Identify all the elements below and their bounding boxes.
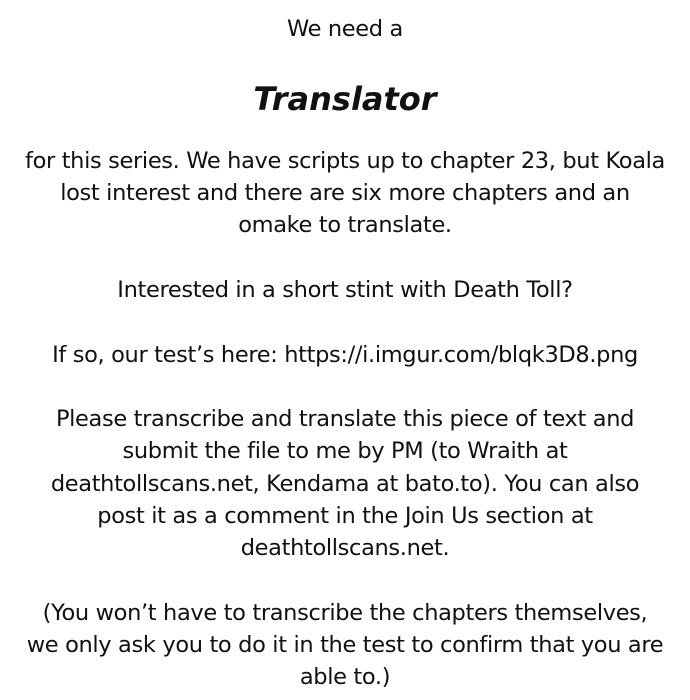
intro-text: We need a [287, 16, 403, 42]
paragraph-1-line-1: for this series. We have scripts up to chapter 23, but Koala [25, 148, 665, 174]
question-text: Interested in a short stint with Death Toll? [117, 277, 573, 303]
paragraph-2-line-5: deathtollscans.net. [240, 535, 450, 561]
paragraph-2-line-3: deathtollscans.net, Kendama at bato.to). You can also [50, 471, 640, 497]
test-link-line: If so, our test’s here: https://i.imgur.com/blqk3D8.png [52, 342, 638, 368]
title-heading: Translator [253, 80, 437, 118]
paragraph-2-line-1: Please transcribe and translate this piece of text and [55, 406, 635, 432]
paragraph-1-line-2: lost interest and there are six more chapters and an [60, 180, 630, 206]
paragraph-1-line-3: omake to translate. [238, 212, 452, 238]
paragraph-2-line-2: submit the file to me by PM (to Wraith at [122, 438, 568, 464]
paragraph-3-line-3: able to.) [299, 664, 391, 690]
paragraph-3-line-1: (You won’t have to transcribe the chapters themselves, [42, 600, 648, 626]
paragraph-2-line-4: post it as a comment in the Join Us section at [97, 503, 593, 529]
paragraph-3-line-2: we only ask you to do it in the test to confirm that you are [26, 632, 664, 658]
